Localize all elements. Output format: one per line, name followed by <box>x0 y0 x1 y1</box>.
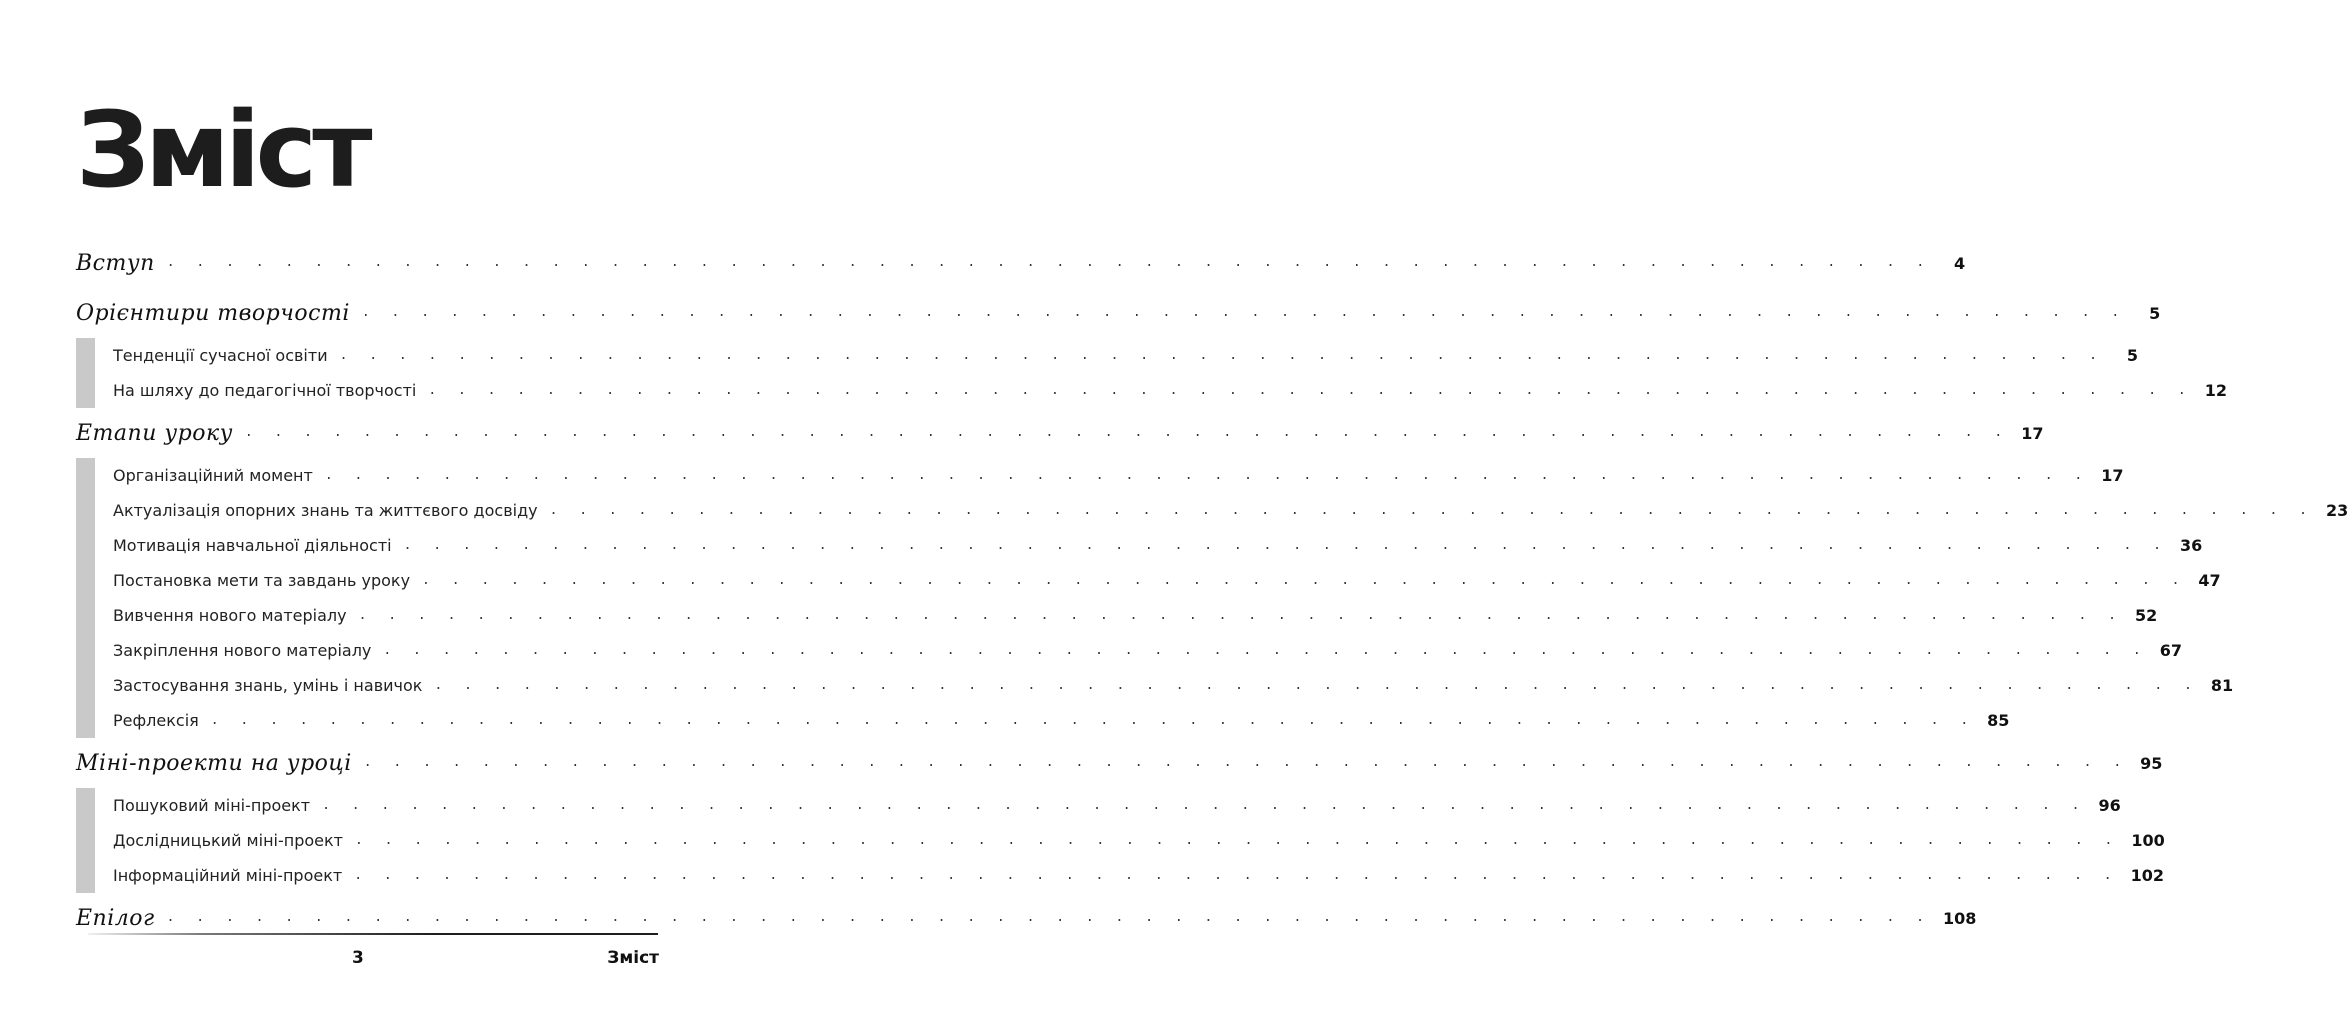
toc-entry-title: Інформаційний міні-проект <box>113 866 343 885</box>
page-title: Зміст <box>76 89 368 211</box>
toc-section-row[interactable] <box>76 238 1966 288</box>
toc-subsection-group <box>76 788 2165 893</box>
footer-page-number: 3 <box>352 948 364 968</box>
toc-entry-title: Пошуковий міні-проект <box>113 796 311 815</box>
section-marker-bar <box>76 788 95 893</box>
toc-entry-row[interactable] <box>113 598 2158 633</box>
toc-leader-dots: . . . . . . . . . . . . . . . . . . . . . . . . . . . . . . . . . . . . . . . . . . . . . . . . . . . . . . . . . . . . <box>434 677 2199 693</box>
toc-entry-title: Рефлексія <box>113 711 199 730</box>
toc-leader-dots: . . . . . . . . . . . . . . . . . . . . . . . . . . . . . . . . . . . . . . . . . . . . . . . . . . . . . . . . . . . . <box>549 502 2314 518</box>
toc-entry-row[interactable] <box>113 823 2165 858</box>
toc-entry-title: Закріплення нового матеріалу <box>113 641 372 660</box>
toc-leader-dots: . . . . . . . . . . . . . . . . . . . . . . . . . . . . . . . . . . . . . . . . . . . . . . . . . . . . . . . . . . . . <box>354 832 2120 848</box>
toc-entry-row[interactable] <box>113 563 2221 598</box>
toc-subsection-group <box>76 458 2348 738</box>
toc-page-number: 4 <box>1954 253 1966 273</box>
toc-subsection-group <box>76 338 2227 408</box>
toc-page-number: 96 <box>2098 796 2121 815</box>
toc-entry-row[interactable] <box>113 373 2227 408</box>
table-of-contents <box>76 238 2348 943</box>
toc-entry-title: Постановка мети та завдань уроку <box>113 571 411 590</box>
toc-section-title: Вступ <box>76 250 155 276</box>
toc-page-number: 100 <box>2131 831 2165 850</box>
toc-page-number: 23 <box>2325 501 2348 520</box>
toc-entry-title: Актуалізація опорних знань та життєвого досвіду <box>113 501 538 520</box>
toc-entry-title: Застосування знань, умінь і навичок <box>113 676 423 695</box>
footer-running-title: Зміст <box>607 948 659 968</box>
toc-page-number: 81 <box>2210 676 2234 695</box>
toc-leader-dots: . . . . . . . . . . . . . . . . . . . . . . . . . . . . . . . . . . . . . . . . . . . . . . . . . . . . . . . . . . . . <box>358 607 2123 623</box>
toc-entry-title: На шляху до педагогічної творчості <box>113 381 417 400</box>
toc-section-title: Орієнтири творчості <box>76 300 350 326</box>
toc-leader-dots: . . . . . . . . . . . . . . . . . . . . . . . . . . . . . . . . . . . . . . . . . . . . . . . . . . . . . . . . . . . . <box>361 305 2127 320</box>
toc-page-number: 102 <box>2130 866 2164 885</box>
toc-entry-row[interactable] <box>113 338 2138 373</box>
toc-leader-dots: . . . . . . . . . . . . . . . . . . . . . . . . . . . . . . . . . . . . . . . . . . . . . . . . . . . . . . . . . . . . <box>354 867 2119 883</box>
section-marker-bar <box>76 338 95 408</box>
toc-page-number: 52 <box>2135 606 2158 625</box>
section-marker-bar <box>76 458 95 738</box>
toc-page-number: 12 <box>2204 381 2227 400</box>
toc-entry-row[interactable] <box>113 788 2121 823</box>
toc-section-row[interactable] <box>76 288 2161 338</box>
toc-entry-title: Тенденції сучасної освіти <box>113 346 328 365</box>
toc-section-title: Міні-проекти на уроці <box>76 750 352 776</box>
toc-entry-row[interactable] <box>113 458 2124 493</box>
toc-section-title: Епілог <box>76 905 155 931</box>
toc-entry-title: Мотивація навчальної діяльності <box>113 536 392 555</box>
toc-page-number: 17 <box>2021 423 2044 443</box>
toc-entry-row[interactable] <box>113 668 2234 703</box>
toc-leader-dots: . . . . . . . . . . . . . . . . . . . . . . . . . . . . . . . . . . . . . . . . . . . . . . . . . . . . . . . . . . . . <box>166 910 1932 925</box>
toc-page-number: 17 <box>2101 466 2124 485</box>
toc-entry-row[interactable] <box>113 633 2183 668</box>
toc-page-number: 67 <box>2159 641 2183 660</box>
toc-entry-title: Вивчення нового матеріалу <box>113 606 347 625</box>
toc-leader-dots: . . . . . . . . . . . . . . . . . . . . . . . . . . . . . . . . . . . . . . . . . . . . . . . . . . . . . . . . . . . . <box>403 537 2168 553</box>
toc-leader-dots: . . . . . . . . . . . . . . . . . . . . . . . . . . . . . . . . . . . . . . . . . . . . . . . . . . . . . . . . . . . . <box>428 382 2193 398</box>
toc-leader-dots: . . . . . . . . . . . . . . . . . . . . . . . . . . . . . . . . . . . . . . . . . . . . . . . . . . . . . . . . . . . . <box>166 255 1932 270</box>
toc-page-number: 47 <box>2198 571 2221 590</box>
toc-leader-dots: . . . . . . . . . . . . . . . . . . . . . . . . . . . . . . . . . . . . . . . . . . . . . . . . . . . . . . . . . . . . <box>244 425 2010 440</box>
footer-divider <box>88 933 658 935</box>
toc-section-row[interactable] <box>76 893 1977 943</box>
toc-page-number: 5 <box>2126 346 2138 365</box>
toc-leader-dots: . . . . . . . . . . . . . . . . . . . . . . . . . . . . . . . . . . . . . . . . . . . . . . . . . . . . . . . . . . . . <box>363 755 2129 770</box>
toc-entry-row[interactable] <box>113 858 2164 893</box>
toc-entry-row[interactable] <box>113 703 2010 738</box>
toc-entry-title: Організаційний момент <box>113 466 313 485</box>
toc-leader-dots: . . . . . . . . . . . . . . . . . . . . . . . . . . . . . . . . . . . . . . . . . . . . . . . . . . . . . . . . . . . . <box>383 642 2148 658</box>
toc-page-number: 108 <box>1943 908 1977 928</box>
toc-page-number: 85 <box>1987 711 2010 730</box>
toc-entry-title: Дослідницький міні-проект <box>113 831 343 850</box>
toc-leader-dots: . . . . . . . . . . . . . . . . . . . . . . . . . . . . . . . . . . . . . . . . . . . . . . . . . . . . . . . . . . . . <box>322 797 2087 813</box>
toc-page-number: 95 <box>2140 753 2163 773</box>
toc-page-number: 36 <box>2179 536 2203 555</box>
toc-section-title: Етапи уроку <box>76 420 233 446</box>
toc-leader-dots: . . . . . . . . . . . . . . . . . . . . . . . . . . . . . . . . . . . . . . . . . . . . . . . . . . . . . . . . . . . . <box>210 712 1976 728</box>
toc-section-row[interactable] <box>76 408 2044 458</box>
toc-page-number: 5 <box>2149 303 2161 323</box>
toc-leader-dots: . . . . . . . . . . . . . . . . . . . . . . . . . . . . . . . . . . . . . . . . . . . . . . . . . . . . . . . . . . . . <box>324 467 2090 483</box>
toc-entry-row[interactable] <box>113 493 2348 528</box>
toc-entry-row[interactable] <box>113 528 2203 563</box>
toc-section-row[interactable] <box>76 738 2163 788</box>
toc-leader-dots: . . . . . . . . . . . . . . . . . . . . . . . . . . . . . . . . . . . . . . . . . . . . . . . . . . . . . . . . . . . . <box>339 347 2104 363</box>
toc-leader-dots: . . . . . . . . . . . . . . . . . . . . . . . . . . . . . . . . . . . . . . . . . . . . . . . . . . . . . . . . . . . . <box>422 572 2187 588</box>
